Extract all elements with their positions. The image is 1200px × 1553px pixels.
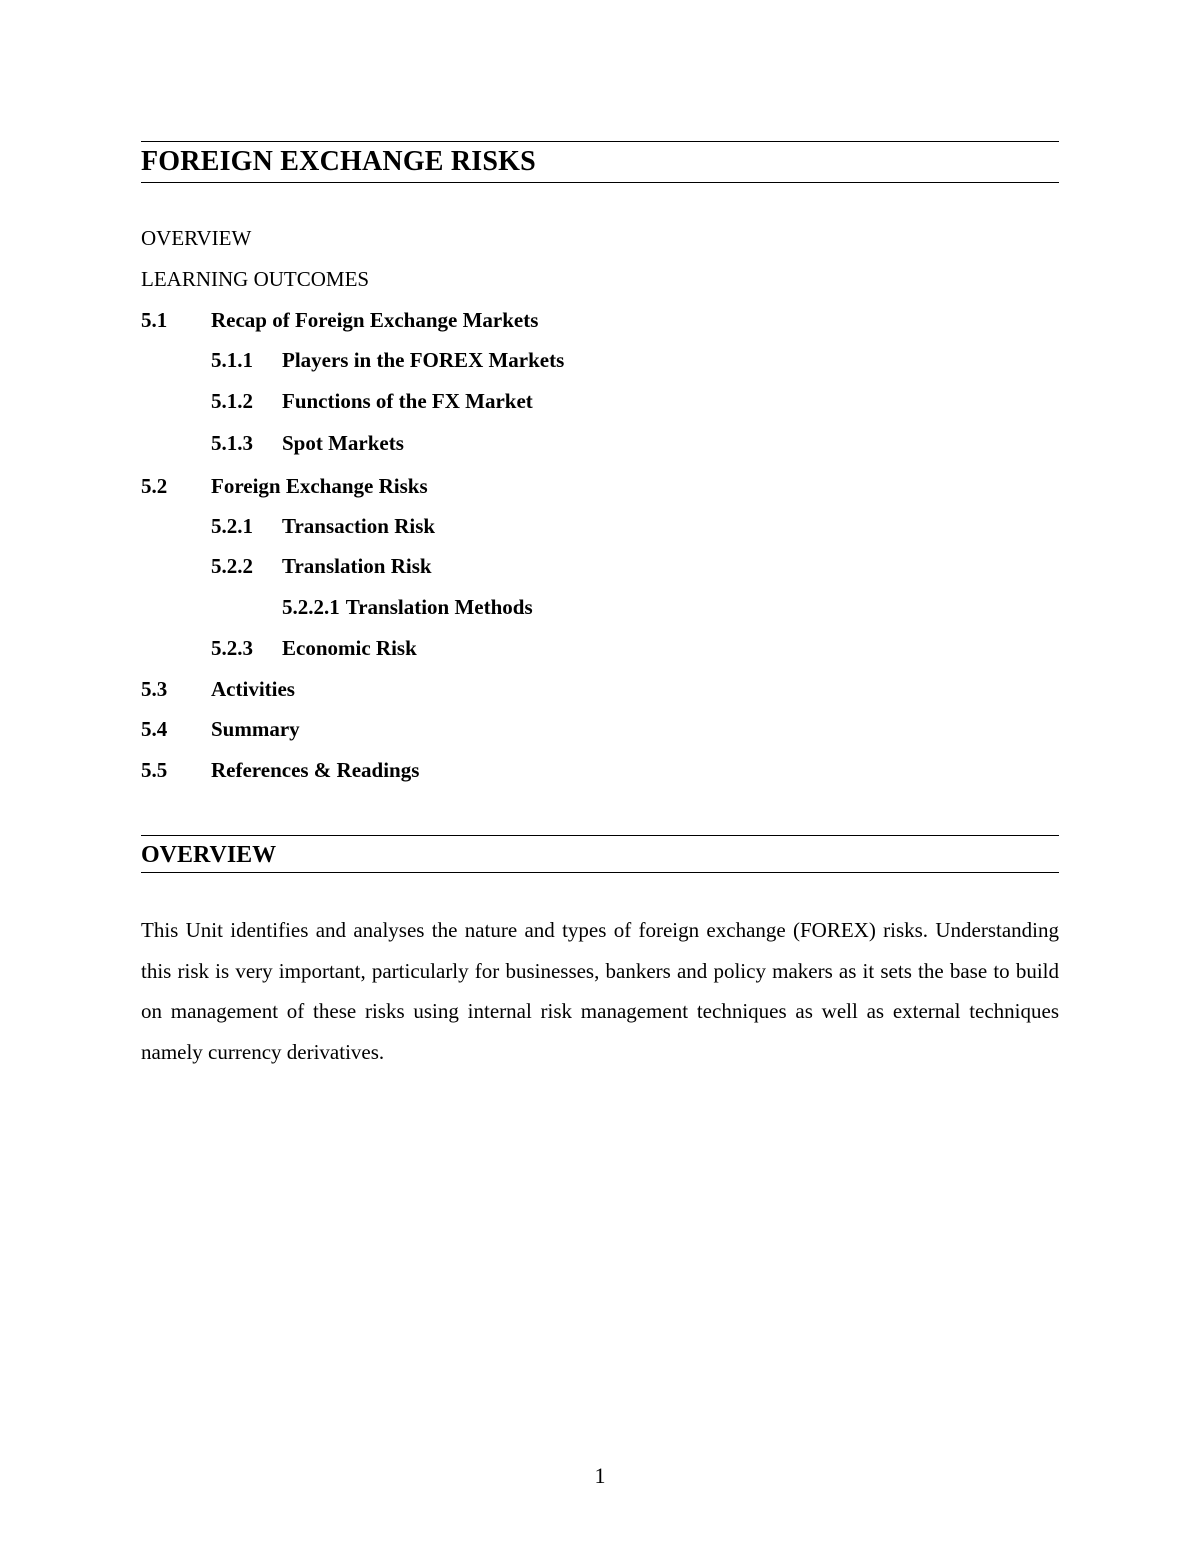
toc-entry-5-4	[141, 716, 300, 742]
page-title: FOREIGN EXCHANGE RISKS	[141, 146, 536, 177]
toc-label: Players in the FOREX Markets	[282, 348, 565, 372]
toc-label: Foreign Exchange Risks	[211, 474, 428, 498]
toc-learning-outcomes: LEARNING OUTCOMES	[141, 267, 370, 291]
toc-number: 5.2.2.1	[282, 595, 340, 619]
toc-entry-5-5	[141, 757, 419, 783]
toc-entry-5-2-2-1	[282, 594, 533, 620]
toc-number: 5.2.3	[211, 636, 253, 660]
title-top-rule	[141, 141, 1059, 142]
toc-label: Spot Markets	[282, 431, 404, 455]
toc-label: References & Readings	[211, 758, 420, 782]
toc-number: 5.4	[141, 717, 168, 741]
toc-overview: OVERVIEW	[141, 226, 252, 250]
toc-entry-5-1-1	[211, 347, 564, 373]
overview-heading: OVERVIEW	[141, 842, 277, 868]
toc-number: 5.2	[141, 474, 168, 498]
overview-top-rule	[141, 835, 1059, 836]
toc-number: 5.1	[141, 308, 168, 332]
toc-entry-5-3	[141, 676, 295, 702]
toc-number: 5.2.1	[211, 514, 253, 538]
toc-number: 5.3	[141, 677, 168, 701]
overview-paragraph: This Unit identifies and analyses the nature and types of foreign exchange (FOREX) risks. Understanding this risk is very important, particularly for businesses, bankers and policy makers as it sets the base to build on management of these risks using internal risk management techniques as well as external techniques namely currency derivatives.	[141, 918, 1059, 1064]
toc-label: Translation Methods	[345, 595, 533, 619]
page-number: 1	[594, 1463, 606, 1488]
toc-entry-5-2-3	[211, 635, 417, 661]
title-bottom-rule	[141, 182, 1059, 183]
toc-label: Economic Risk	[282, 636, 417, 660]
toc-number: 5.1.3	[211, 431, 253, 455]
toc-number: 5.5	[141, 758, 168, 782]
toc-number: 5.1.1	[211, 348, 253, 372]
toc-label: Translation Risk	[282, 554, 432, 578]
toc-entry-5-2	[141, 473, 428, 499]
toc-number: 5.2.2	[211, 554, 253, 578]
toc-label: Transaction Risk	[282, 514, 436, 538]
toc-entry-5-2-1	[211, 513, 435, 539]
toc-number: 5.1.2	[211, 389, 253, 413]
toc-label: Summary	[211, 717, 300, 741]
toc-label: Activities	[211, 677, 295, 701]
toc-entry-5-1-2	[211, 388, 533, 414]
overview-bottom-rule	[141, 872, 1059, 873]
toc-entry-5-2-2	[211, 553, 432, 579]
toc-label: Recap of Foreign Exchange Markets	[211, 308, 539, 332]
toc-entry-5-1	[141, 307, 538, 333]
toc-label: Functions of the FX Market	[282, 389, 533, 413]
toc-entry-5-1-3	[211, 430, 404, 456]
